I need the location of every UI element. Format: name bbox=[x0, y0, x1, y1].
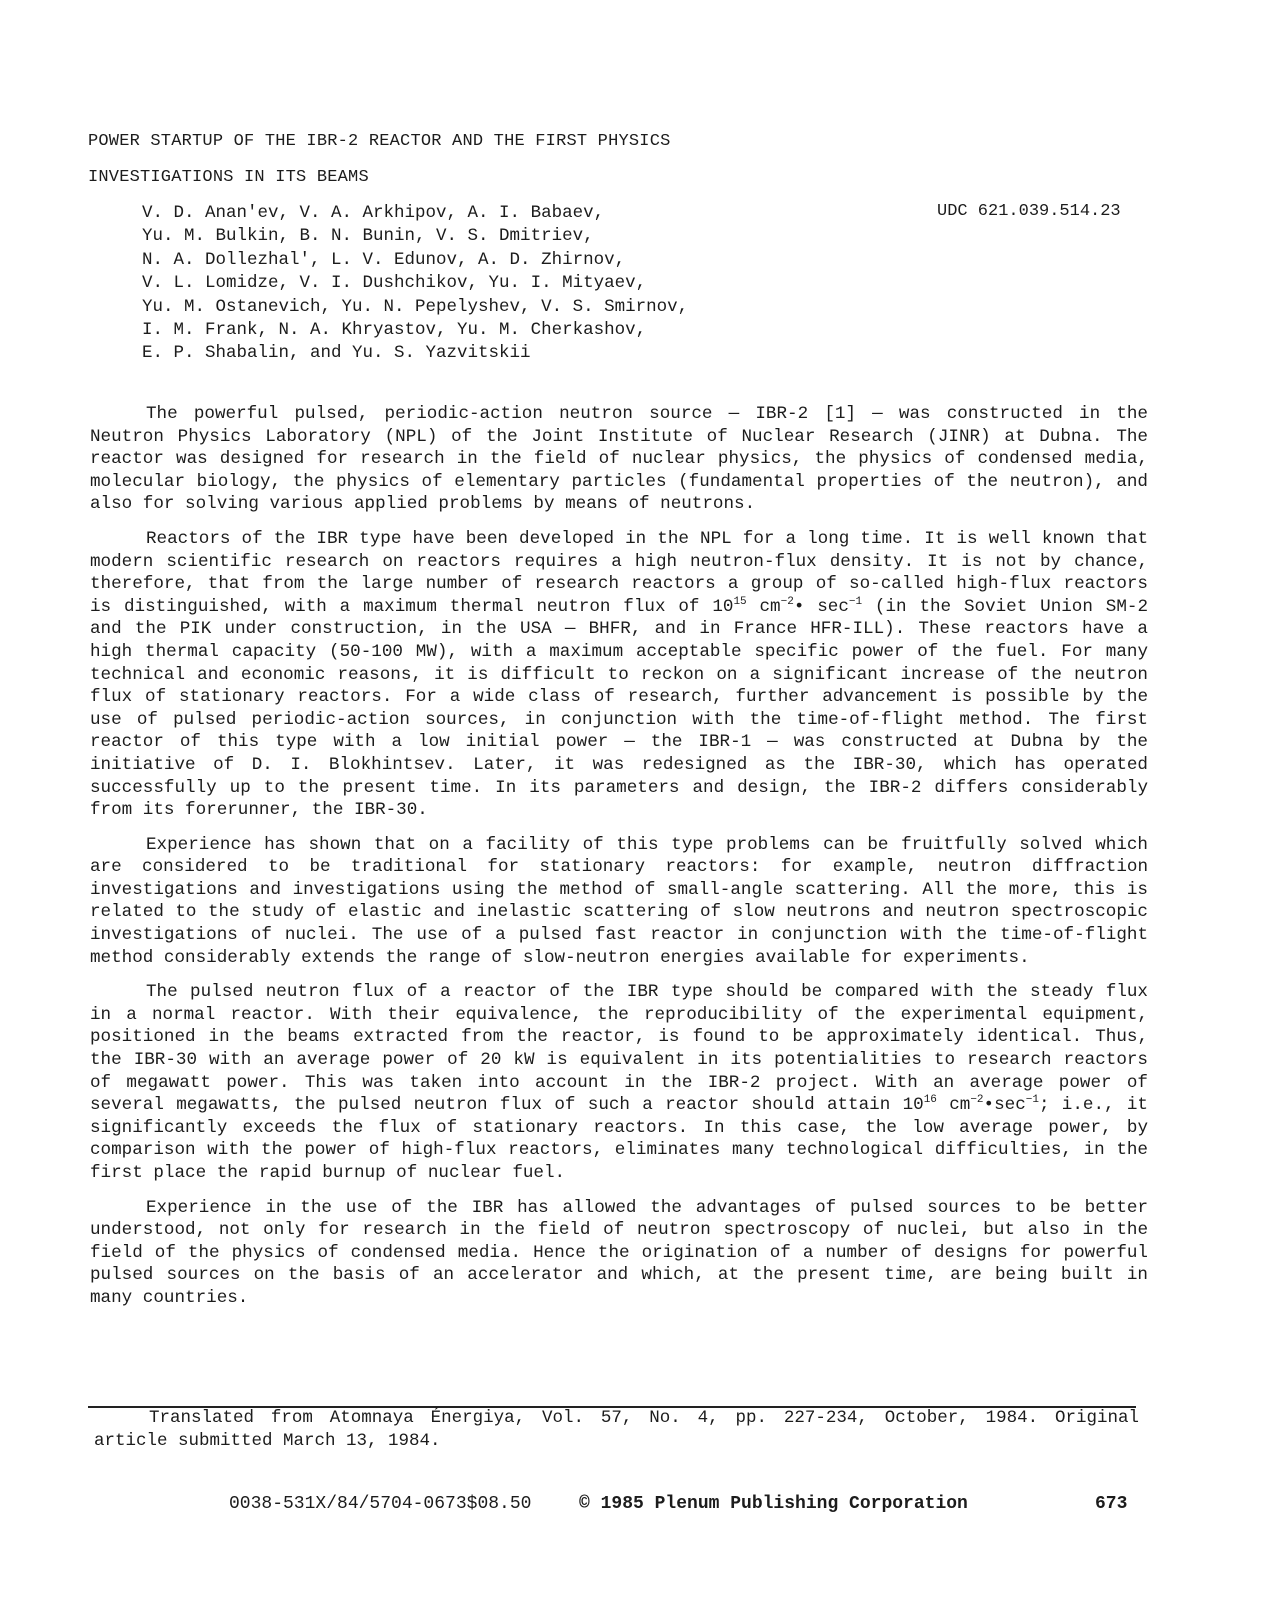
author-line: N. A. Dollezhal', L. V. Edunov, A. D. Zhirnov, bbox=[142, 249, 626, 270]
paragraph-1: The powerful pulsed, periodic-action neutron source — IBR-2 [1] — was constructed in the Neutron Physics Laboratory (NPL) of the Joint Institute of Nuclear Research (JINR) at Dubna. The reactor was designed for research in the field of nuclear physics, the physics of condensed media, molecular biology, the physics of elementary particles (fundamental properties of the neutron), and also for solving various applied problems by means of neutrons. bbox=[90, 404, 1148, 515]
paragraph-4 bbox=[90, 981, 1148, 1184]
author-line: V. D. Anan'ev, V. A. Arkhipov, A. I. Babaev, bbox=[142, 203, 605, 223]
article-body bbox=[90, 403, 1148, 1322]
author-line: V. L. Lomidze, V. I. Dushchikov, Yu. I. Mityaev, bbox=[142, 273, 647, 294]
paragraph-2-text-c: • sec bbox=[793, 596, 849, 617]
paragraph-2-text-a: Reactors of the IBR type have been developed in the NPL for a long time. It is well known that modern scientific research on reactors requires a high neutron-flux density. It is not by chance, therefore, that from the large number of research reactors a group of so-called high-flux reactors is distinguished, with a maximum thermal neutron flux of 10 bbox=[90, 528, 1148, 617]
author-line: E. P. Shabalin, and Yu. S. Yazvitskii bbox=[142, 343, 531, 364]
superscript-exponent: −1 bbox=[1025, 1094, 1039, 1107]
article-title bbox=[88, 124, 671, 196]
title-line-1: POWER STARTUP OF THE IBR-2 REACTOR AND THE FIRST PHYSICS bbox=[88, 132, 671, 151]
superscript-exponent: −2 bbox=[970, 1094, 984, 1107]
author-line: Yu. M. Ostanevich, Yu. N. Pepelyshev, V. S. Smirnov, bbox=[142, 296, 689, 317]
translation-footnote bbox=[94, 1407, 1139, 1453]
paragraph-4-text-d: ; i.e., it significantly exceeds the flux of stationary reactors. In this case, the low average power, by comparison with the power of high-flux reactors, eliminates many technological difficulties, in the first place the rapid burnup of nuclear fuel. bbox=[90, 1095, 1148, 1183]
paragraph-3: Experience has shown that on a facility of this type problems can be fruitfully solved which are considered to be traditional for stationary reactors: for example, neutron diffraction investigations and investigations using the method of small-angle scattering. All the more, this is related to the study of elastic and inelastic scattering of slow neutrons and neutron spectroscopic investigations of nuclei. The use of a pulsed fast reactor in conjunction with the time-of-flight method considerably extends the range of slow-neutron energies available for experiments. bbox=[90, 834, 1148, 968]
page-number: 673 bbox=[1095, 1494, 1128, 1514]
superscript-exponent: 16 bbox=[923, 1094, 937, 1107]
author-list bbox=[142, 202, 688, 366]
superscript-exponent: −1 bbox=[848, 595, 863, 608]
superscript-exponent: 15 bbox=[733, 595, 747, 608]
paragraph-2-text-d: (in the Soviet Union SM-2 and the PIK under construction, in the USA — BHFR, and in France HFR-ILL). These reactors have a high thermal capacity (50-100 MW), with a maximum acceptable specific power of the fuel. For many technical and economic reasons, it is difficult to reckon on a significant increase of the neutron flux of stationary reactors. For a wide class of research, further advancement is possible by the use of pulsed periodic-action sources, in conjunction with the time-of-flight method. The first reactor of this type with a low initial power — the IBR-1 — was constructed at Dubna by the initiative of D. I. Blokhintsev. Later, it was redesigned as the IBR-30, which has operated successfully up to the present time. In its parameters and design, the IBR-2 differs considerably from its forerunner, the IBR-30. bbox=[90, 596, 1148, 821]
paragraph-5: Experience in the use of the IBR has allowed the advantages of pulsed sources to be better understood, not only for research in the field of neutron spectroscopy of nuclei, but also in the field of the physics of condensed media. Hence the origination of a number of designs for powerful pulsed sources on the basis of an accelerator and which, at the present time, are being built in many countries. bbox=[90, 1197, 1148, 1308]
title-line-2: INVESTIGATIONS IN ITS BEAMS bbox=[88, 168, 369, 187]
publication-code: 0038-531X/84/5704-0673$08.50 bbox=[229, 1494, 532, 1514]
paragraph-2-text-b: cm bbox=[746, 596, 781, 617]
udc-code: UDC 621.039.514.23 bbox=[937, 202, 1121, 221]
paragraph-4-text-a: The pulsed neutron flux of a reactor of the IBR type should be compared with the steady flux in a normal reactor. With their equivalence, the reproducibility of the experimental equipment, positioned in the beams extracted from the reactor, is found to be approximately identical. Thus, the IBR-30 with an average power of 20 kW is equivalent in its potentialities to research reactors of megawatt power. This was taken into account in the IBR-2 project. With an average power of several megawatts, the pulsed neutron flux of such a reactor should attain 10 bbox=[90, 982, 1148, 1116]
paragraph-4-text-b: cm bbox=[936, 1095, 971, 1116]
author-line: Yu. M. Bulkin, B. N. Bunin, V. S. Dmitriev, bbox=[142, 226, 594, 247]
footnote-text: Translated from Atomnaya Énergiya, Vol. 57, No. 4, pp. 227-234, October, 1984. Original article submitted March 13, 1984. bbox=[94, 1408, 1139, 1451]
paragraph-2 bbox=[90, 528, 1148, 822]
superscript-exponent: −2 bbox=[780, 595, 794, 608]
copyright-notice: © 1985 Plenum Publishing Corporation bbox=[579, 1494, 968, 1514]
paragraph-4-text-c: •sec bbox=[983, 1095, 1026, 1116]
author-line: I. M. Frank, N. A. Khryastov, Yu. M. Cherkashov, bbox=[142, 320, 647, 341]
